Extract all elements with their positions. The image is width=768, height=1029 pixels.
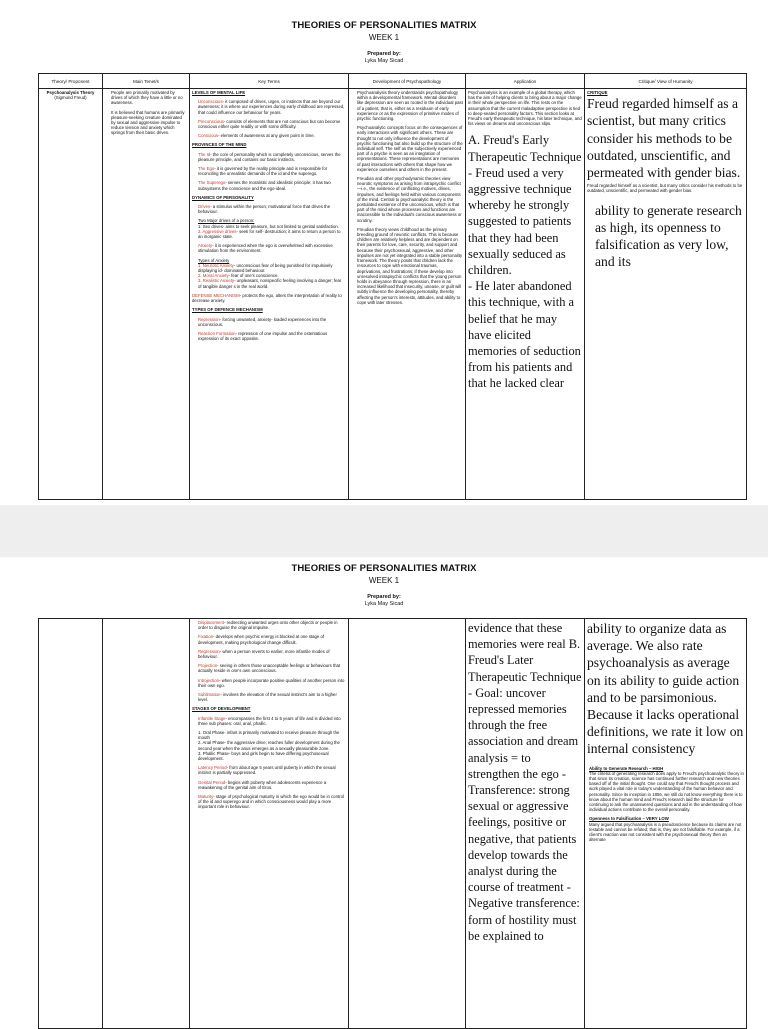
matrix-table-page2 — [38, 618, 747, 1029]
application-cell — [466, 619, 585, 1029]
anxiety-type-item: 1. Neurotic Anxiety- unconscious fear of being punished for impulsively displaying id- dominated behaviour. — [198, 262, 333, 274]
key-term-item: • Infantile Stage- encompasses the first 4 to 5 years of life and is divided into three sub phases: oral, anal, phallic. 1. Oral Phase- infant is primarily motivated to receive pleasure through the mouth 2. Anal Phase- the aggressive drive; reaches fuller development during the second year when the anus emerges as a sexually pleasurable zone. 3. Phallic Phase- boys and girls begin to have differing psychosexual development. — [198, 716, 346, 762]
application-text: A. Freud's Early Therapeutic Technique - Freud used a very aggressive technique whereby he strongly suggested to patients that they had been sexually seduced as children. - He later abandoned this technique, with a belief that he may have elicited memories of seduction from his patients and that he lacked clear — [468, 133, 582, 391]
key-term-item: • Introjection- when people incorporate positive qualities of another person into their own ego. — [198, 678, 346, 688]
psychopathology-cell — [349, 619, 466, 1029]
psychopathology-item: • Freudian theory views childhood as the primary breeding ground of neurotic conflicts. This is because children are relatively helpless and are dependent on their parents for love, care, security, and support and because their psychosexual, aggressive, and other impulses are not yet integrated into a stable personality framework. The theory posits that children lack the resources to cope with emotional traumas, deprivations, and frustrations; if these develop into unresolved intrapsychic conflicts that the young person holds in abeyance through repression, there is an increased likelihood that insecurity, unease, or guilt will subtly influence the developing personality, thereby affecting the person's interests, attitudes, and ability to cope with later stresses. — [357, 227, 463, 305]
key-term-item: • Preconscious- consists of elements that are not conscious but can become conscious either quite readily or with some difficulty. — [198, 119, 346, 129]
sex-drive-item: 1. Sex drives- aims to seek pleasure, but not limited to genital satisfaction. — [198, 223, 339, 229]
key-term-item: • Repression- forcing unwanted, anxiety- loaded experiences into the unconscious. — [198, 317, 346, 327]
key-term-item: • Conscious- elements of awareness at any given point in time. — [198, 133, 346, 138]
critique-cell — [585, 619, 747, 1029]
week-label: WEEK 1 — [368, 576, 400, 585]
theory-cell — [39, 89, 103, 500]
critique-details — [587, 766, 744, 843]
aggressive-drive-item: 2. Aggressive drives- seek for self- destruction; it aims to return a person to an inorganic state. — [198, 228, 341, 240]
key-term-item: • Regression- when a person reverts to earlier, more infantile modes of behaviour. — [198, 649, 346, 659]
column-header: Critique/ View of Humanity — [585, 74, 747, 89]
key-term-item: • Sublimation- involves the elevation of the sexual instinct's aim to a higher level. — [198, 692, 346, 702]
critique-label: CRITIQUE — [587, 90, 608, 95]
application-text: evidence that these memories were real B. Freud's Later Therapeutic Technique - Goal: uncover repressed memories through the free association and dream analysis = to strengthen the ego - Transference: strong sexual or aggressive feelings, positive or negative, that patients develop towards the analyst during the course of treatment - Negative transference: form of hostility must be explained to — [468, 621, 582, 943]
tenets-cell — [103, 619, 190, 1029]
key-term-item: • Projection- seeing in others those unacceptable feelings or behaviours that actually reside in one's own unconscious. — [198, 663, 346, 673]
key-term-item: • The Id- the core of personality which is completely unconscious, serves the pleasure principle, and contains our basic instincts. — [198, 152, 346, 162]
critique-cell — [585, 89, 747, 500]
key-term-item: • The Ego- it is governed by the reality principle and is responsible for reconciling the unrealistic demands of the id and the superego. — [198, 166, 346, 176]
key-term-item: • Displacement- redirecting unwanted urges onto other objects or people in order to disguise the original impulse. — [198, 620, 346, 630]
tenet-item: • People are primarily motivated by drives of which they have a little or no awareness. — [111, 90, 187, 106]
phase-item: 2. Anal Phase- the aggressive drive; reaches fuller development during the second year when the anus emerges as a sexually pleasurable zone. — [198, 740, 340, 751]
proponent-name: (Sigmund Freud) — [54, 95, 87, 101]
page1-header — [0, 20, 768, 64]
table-row — [39, 89, 747, 500]
theory-cell — [39, 619, 103, 1029]
week-label: WEEK 1 — [368, 33, 400, 42]
key-term-item: • Latency Period- from about age 5 years until puberty in which the sexual instinct is partially suppressed. — [198, 765, 346, 775]
key-term-item: • The Superego- serves the moralistic and idealistic principle; it has two subsystems the conscience and the ego-ideal. — [198, 180, 346, 190]
tenets-cell — [103, 89, 190, 500]
author-name: Lyka May Sicad — [364, 58, 404, 64]
critique-large-text: Freud regarded himself as a scientist, but many critics consider his methods to be outdated, unscientific, and permeated with gender bias. — [587, 96, 741, 181]
column-header: Application — [466, 74, 585, 89]
key-term-item: • Genital Period- begins with puberty when adolescents experience a reawakening of the genital aim of Eros. — [198, 780, 346, 790]
author-name: Lyka May Sicad — [364, 601, 404, 607]
anxiety-type-item: 3. Realistic Anxiety- unpleasant, nonspecific feeling involving a danger; fear of tangible danger s in the real world. — [198, 278, 342, 289]
critique-small-text: Freud regarded himself as a scientist, but many critics consider his methods to be outdated, unscientific, and permeated with gender bias. — [587, 183, 743, 194]
key-term-item: • Drives- a stimulus within the person; motivational force that drives the behaviour. Two Major drives of a person: 1. Sex drives- aims to seek pleasure, but not limited to genital satisfaction. 2. Aggressive drives- seek for self- destruction; it aims to return a person to an inorganic state. — [198, 204, 346, 239]
two-drives-heading: Two Major drives of a person: — [198, 218, 255, 224]
tenet-item: • It is believed that humans are primarily pleasure-seeking creature dominated by sexual and aggressive impulse to reduce tension and anxiety which springs from their basic drives. — [111, 110, 187, 136]
theory-name: Psychoanalysis Theory — [46, 90, 95, 95]
column-header: Theory/ Proponent — [39, 74, 103, 89]
phase-item: 3. Phallic Phase- boys and girls begin to have differing psychosexual development. — [198, 750, 329, 762]
key-term-item: • Maturity- stage of psychological maturity in which the ego would be in control of the id and superego and in which consciousness would play a more important role in behaviour. — [198, 794, 346, 810]
key-term-item: • Anxiety- it is experienced when the ego is overwhelmed with excessive stimulation from the environment. Types of Anxiety 1. Neurotic Anxiety- unconscious fear of being punished for impulsively displaying id- dominated behaviour. 2. Moral Anxiety- fear of one's conscience. 3. Realistic Anxiety- unpleasant, nonspecific feeling involving a danger; fear of tangible danger s in the real world. — [198, 243, 346, 289]
critique-large-text-2: ability to generate research as high, its openness to falsification as very low, and its — [595, 202, 742, 270]
column-header: Main Tenet/s — [103, 74, 190, 89]
matrix-table-page1 — [38, 73, 747, 500]
psychopathology-item: • Psychoanalytic concepts focus on the consequences of early interactions with significant others. These are thought to not only influence the development of psychic functioning but also build up the structure of the individual self. The self as the subjectively experienced part of a psyche is seen as an integration of representations. These representations are memories of past interactions with others that shape how we experience ourselves and others in the present. — [357, 125, 463, 172]
critique-large-text: ability to organize data as average. We also rate psychoanalysis as average on its ability to guide action and to be parsimonious. Because it lacks operational definitions, we rate it low on internal consistency — [587, 621, 744, 757]
psychopathology-item: • Freudian and other psychodynamic theories view neurotic symptoms as arising from intrapsychic conflict—i.e., the existence of conflicting motives, drives, impulses, and feelings held within various components of the mind. Central to psychoanalytic theory is the postulated existence of the unconscious, which is that part of the mind whose processes and functions are inaccessible to the individual's conscious awareness or scrutiny. — [357, 176, 463, 223]
defense-types-heading: TYPES OF DEFENCE MECHANISM — [192, 307, 263, 313]
prepared-by-label: Prepared by: — [367, 51, 401, 57]
generate-research-heading: Ability to Generate Research – HIGH — [589, 765, 664, 771]
page-separator — [0, 505, 768, 557]
provinces-heading: PROVINCES OF THE MIND — [192, 142, 247, 148]
dynamics-heading: DYNAMICS OF PERSONALITY — [192, 194, 254, 200]
phase-item: 1. Oral Phase- infant is primarily motivated to receive pleasure through the mouth — [198, 730, 340, 741]
stages-heading: STAGES OF DEVELOPMENT — [192, 706, 251, 712]
key-terms-cell — [190, 619, 349, 1029]
defense-mechanism-def: DEFENSE MECHANISM- protects the ego, alters the interpretation of reality to decrease anxiety. — [192, 292, 342, 304]
table-header-row — [39, 74, 747, 89]
key-terms-cell — [190, 89, 349, 500]
key-term-item: • Unconscious- it composed of drives, urges, or instincts that are beyond our awareness; it is where our experiences during early childhood are repressed, that could influence our behaviour for years. — [198, 99, 346, 115]
column-header: Development of Psychopathology — [349, 74, 466, 89]
column-header: Key Terms — [190, 74, 349, 89]
page-title: THEORIES OF PERSONALITIES MATRIX — [291, 563, 477, 574]
page2-header — [0, 563, 768, 607]
levels-heading: LEVELS OF MENTAL LIFE — [192, 90, 246, 95]
generate-research-body: The criteria of generating research does apply to Freud's psychoanalytic theory in that since its creation, science has continued further research and new theories based off of the initial thought. One could say that Freud's thought process and work played a vital role in today's understanding of the human behavior and personality. Since its inception in 1856, we still do not know everything there is to know about the human mind and Freud's research laid the structure for continuing to ask the unanswered questions and aid in the understanding of how individual actions contribute to the overall personality. — [589, 770, 744, 813]
falsification-body: Many argued that psychoanalysis is a pseudoscience because its claims are not testable and cannot be refuted; that is, they are not falsifiable. For example, if a client's reaction was not consistent with the psychosexual theory then an alternate — [589, 821, 742, 843]
anxiety-types-heading: Types of Anxiety — [198, 257, 230, 263]
page-title: THEORIES OF PERSONALITIES MATRIX — [291, 20, 477, 31]
key-term-item: • Fixation- develops when psychic energy is blocked at one stage of development, making psychological change difficult. — [198, 634, 346, 644]
key-term-item: • Reaction Formation- repression of one impulse and the ostentatious expression of its exact opposite. — [198, 331, 346, 341]
anxiety-type-item: 2. Moral Anxiety- fear of one's conscience. — [198, 273, 279, 279]
application-cell — [466, 89, 585, 500]
psychopathology-item: • Psychoanalysis theory understands psychopathology within a developmental framework. Mental disorders like depression are seen as rooted in the individual past of a patient, that is, either as a residuum of early experience or as the expression of primitive modes of psychic functioning. — [357, 90, 463, 121]
table-row — [39, 619, 747, 1029]
application-intro: Psychoanalysis is an example of a global therapy, which has the aim of helping clients to bring about a major change in their whole perspective on life. This rests on the assumption that the current maladaptive perspective is tied to deep-seated personality factors. This section looks at Freud's early therapeutic technique, his later technique, and his views on dreams and unconscious slips. — [468, 90, 582, 127]
psychopathology-cell — [349, 89, 466, 500]
falsification-heading: Openness to Falsification – VERY LOW — [589, 816, 669, 822]
prepared-by-label: Prepared by: — [367, 594, 401, 600]
